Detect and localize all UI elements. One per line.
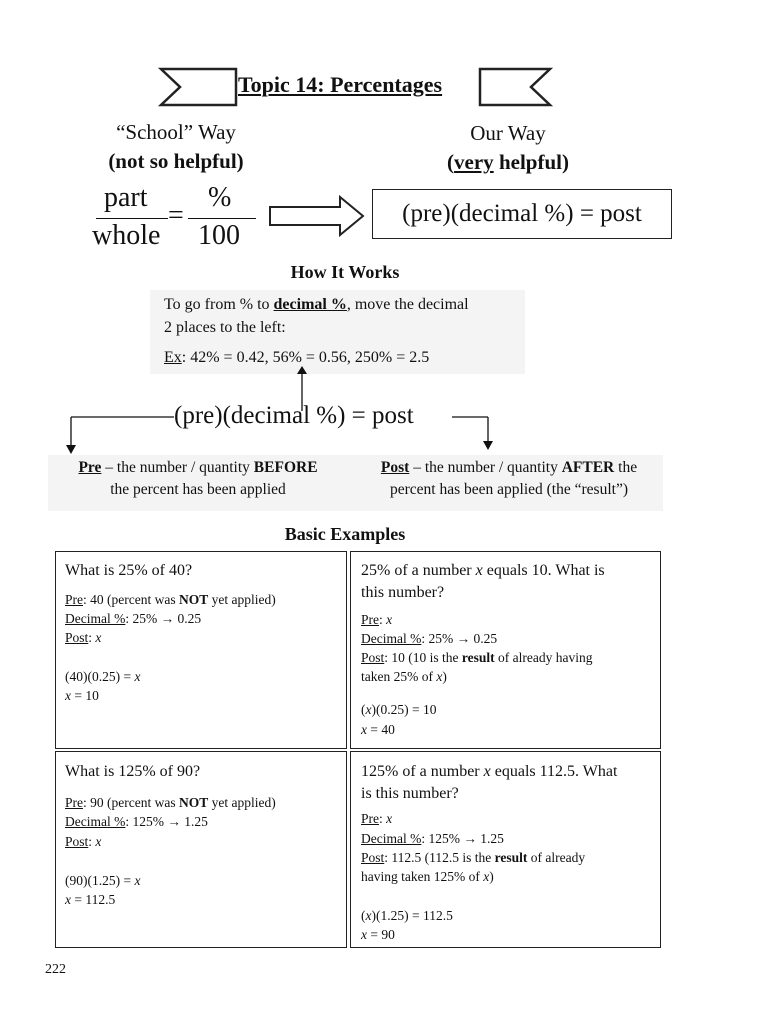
example-4-post: Post: 112.5 (112.5 is the result of already <box>361 850 586 865</box>
school-way-heading: “School” Way <box>116 120 236 144</box>
example-4-post-line-2: having taken 125% of x) <box>361 869 494 884</box>
example-card-3 <box>55 751 347 948</box>
example-2-equation: (x)(0.25) = 10 <box>361 702 437 717</box>
example-1-post: Post: x <box>65 630 102 645</box>
example-4-equation: (x)(1.25) = 112.5 <box>361 908 453 923</box>
example-3-decimal: Decimal %: 125% → 1.25 <box>65 814 208 829</box>
example-card-2 <box>350 551 661 749</box>
example-3-post: Post: x <box>65 834 102 849</box>
pre-definition: Pre – the number / quantity BEFORE the percent has been applied <box>78 459 318 498</box>
example-card-1 <box>55 551 347 749</box>
example-3-question: What is 125% of 90? <box>65 763 201 780</box>
example-1-question: What is 25% of 40? <box>65 562 193 579</box>
fraction-denominator-whole: whole <box>92 220 161 251</box>
fraction-numerator-percent: % <box>208 182 232 213</box>
how-it-works-heading: How It Works <box>290 262 400 282</box>
example-4-pre: Pre: x <box>361 811 393 826</box>
example-4-question: 125% of a number x equals 112.5. What is this number? <box>361 763 618 802</box>
right-arrow-icon <box>268 195 366 237</box>
fraction-numerator-part: part <box>104 182 148 213</box>
example-2-pre: Pre: x <box>361 612 393 627</box>
title-banner-left <box>158 66 238 108</box>
example-card-4 <box>350 751 661 948</box>
title-banner-right <box>478 66 554 108</box>
fraction-bar-left <box>96 218 168 219</box>
example-3-pre: Pre: 90 (percent was NOT yet applied) <box>65 795 276 810</box>
example-4-answer: x = 90 <box>361 927 395 942</box>
example-3-equation: (90)(1.25) = x <box>65 873 141 888</box>
page-title: Topic 14: Percentages <box>238 72 443 97</box>
example-1-decimal: Decimal %: 25% → 0.25 <box>65 611 202 626</box>
our-way-heading: Our Way <box>470 121 546 145</box>
school-way-subheading: (not so helpful) <box>108 149 244 173</box>
example-2-answer: x = 40 <box>361 722 395 737</box>
formula-box: (pre)(decimal %) = post <box>372 189 672 239</box>
page-number: 222 <box>45 962 66 977</box>
how-it-works-line-2: 2 places to the left: <box>164 319 286 336</box>
example-1-pre: Pre: 40 (percent was NOT yet applied) <box>65 592 276 607</box>
fraction-bar-right <box>188 218 256 219</box>
example-2-question: 25% of a number x equals 10. What is this number? <box>361 562 605 601</box>
how-it-works-line-1: To go from % to decimal %, move the decimal <box>164 296 469 313</box>
fraction-equation <box>90 182 260 254</box>
how-it-works-example: Ex: 42% = 0.42, 56% = 0.56, 250% = 2.5 <box>164 349 430 366</box>
basic-examples-heading: Basic Examples <box>284 524 406 544</box>
example-4-decimal: Decimal %: 125% → 1.25 <box>361 831 504 846</box>
fraction-denominator-100: 100 <box>198 220 240 251</box>
post-definition: Post – the number / quantity AFTER the percent has been applied (the “result”) <box>380 459 638 498</box>
example-1-equation: (40)(0.25) = x <box>65 669 141 684</box>
example-3-answer: x = 112.5 <box>65 892 116 907</box>
example-2-post-line-2: taken 25% of x) <box>361 669 447 684</box>
example-2-post: Post: 10 (10 is the result of already having <box>361 650 593 665</box>
example-1-answer: x = 10 <box>65 688 99 703</box>
example-2-decimal: Decimal %: 25% → 0.25 <box>361 631 498 646</box>
formula-large: (pre)(decimal %) = post <box>174 402 414 429</box>
our-way-subheading: (very helpful) <box>447 150 569 174</box>
fraction-equals: = <box>168 200 184 231</box>
